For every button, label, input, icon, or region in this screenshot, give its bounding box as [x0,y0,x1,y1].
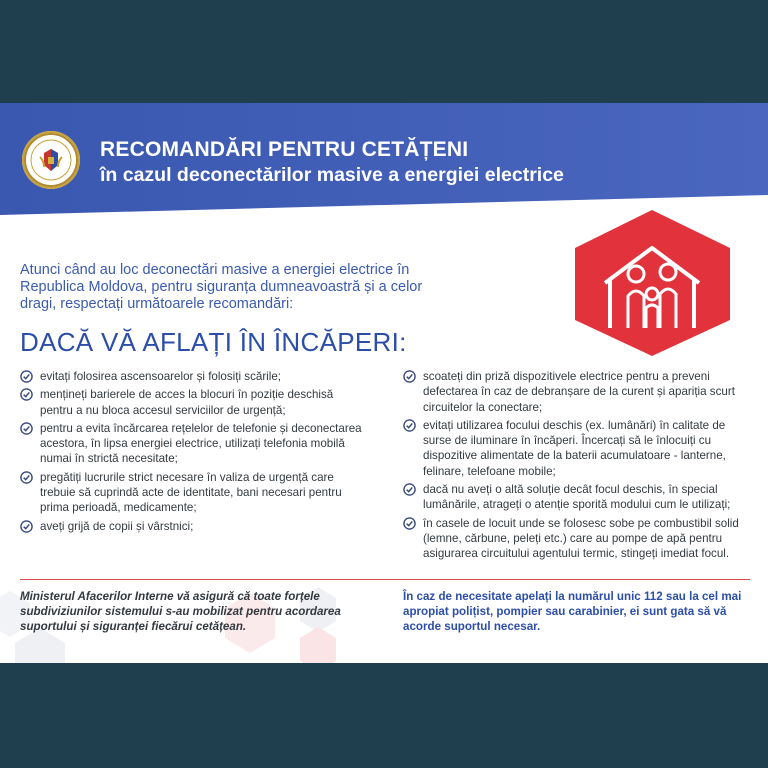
footer-divider [20,579,750,580]
list-item [20,470,365,516]
list-item-text: dacă nu aveți o altă soluție decât focul deschis, în special lumânările, atrageți o atenție sporită modului cum le utilizați; [423,483,731,512]
poster [0,103,768,663]
check-circle-icon [20,422,33,435]
check-circle-icon [20,388,33,401]
right-recommendations [403,369,750,565]
check-circle-icon [20,370,33,383]
footer-emergency-note: În caz de necesitate apelați la numărul unic 112 sau la cel mai apropiat polițist, pompier sau carabinier, ei sunt gata să vă acorde suportul necesar. [403,590,742,633]
list-item-text: pregătiți lucrurile strict necesare în valiza de urgență care trebuie să cuprindă acte de identitate, bani necesari pentru prima perioadă, medicamente; [40,470,342,515]
check-circle-icon [20,471,33,484]
left-recommendations [20,369,365,537]
list-item-text: pentru a evita încărcarea rețelelor de telefonie și deconectarea acestora, în lipsa energiei electrice, utilizați telefonia mobilă numai în strictă necesitate; [40,421,362,466]
list-item-text: evitați folosirea ascensoarelor și folosiți scările; [40,370,281,383]
section-title: DACĂ VĂ AFLAȚI ÎN ÎNCĂPERI: [20,327,407,357]
title-line-2: în cazul deconectărilor masive a energiei electrice [100,164,564,186]
list-item-text: mențineți barierele de acces la blocuri în poziție deschisă pentru a nu bloca accesul serviciilor de urgență; [40,388,334,417]
intro-text: Atunci când au loc deconectări masive a energiei electrice în Republica Moldova, pentru siguranța dumneavoastră și a celor dragi, respectați următoarele recomandări: [20,262,423,312]
list-item-text: în casele de locuit unde se folosesc sobe pe combustibil solid (lemne, cărbune, peleți etc.) care au pompe de apă pentru asigurarea circuitului agentului termic, stingeți imediat focul. [423,516,739,561]
coat-of-arms-emblem [22,131,80,189]
check-circle-icon [403,419,416,432]
list-item [403,369,750,415]
check-circle-icon [403,370,416,383]
check-circle-icon [403,517,416,530]
list-item [403,482,750,513]
list-item-text: scoateți din priză dispozitivele electrice pentru a preveni defectarea în caz de debranșare de la curent și apariția scurt circuitelor la conectare; [423,370,735,414]
list-item [403,418,750,479]
footer-ministry-note: Ministerul Afacerilor Interne vă asigură că toate forțele subdiviziunilor sistemului s-au mobilizat pentru acordarea suportului și siguranței fiecărui cetățean. [20,590,341,633]
list-item-text: aveți grijă de copii și vârstnici; [40,519,194,533]
list-item [20,369,365,384]
list-item [20,421,365,467]
list-item-text: evitați utilizarea focului deschis (ex. lumânări) în calitate de surse de iluminare în încăperi. Încercați să le înlocuiți cu dispozitive alimentate de la baterii acumulatoare - lanterne, felinare, telefoane mobile; [423,418,726,478]
title-line-1: RECOMANDĂRI PENTRU CETĂȚENI [100,138,469,161]
family-house-icon [570,208,735,358]
list-item [403,516,750,562]
check-circle-icon [403,483,416,496]
list-item [20,387,365,418]
check-circle-icon [20,520,33,533]
list-item [20,519,365,534]
